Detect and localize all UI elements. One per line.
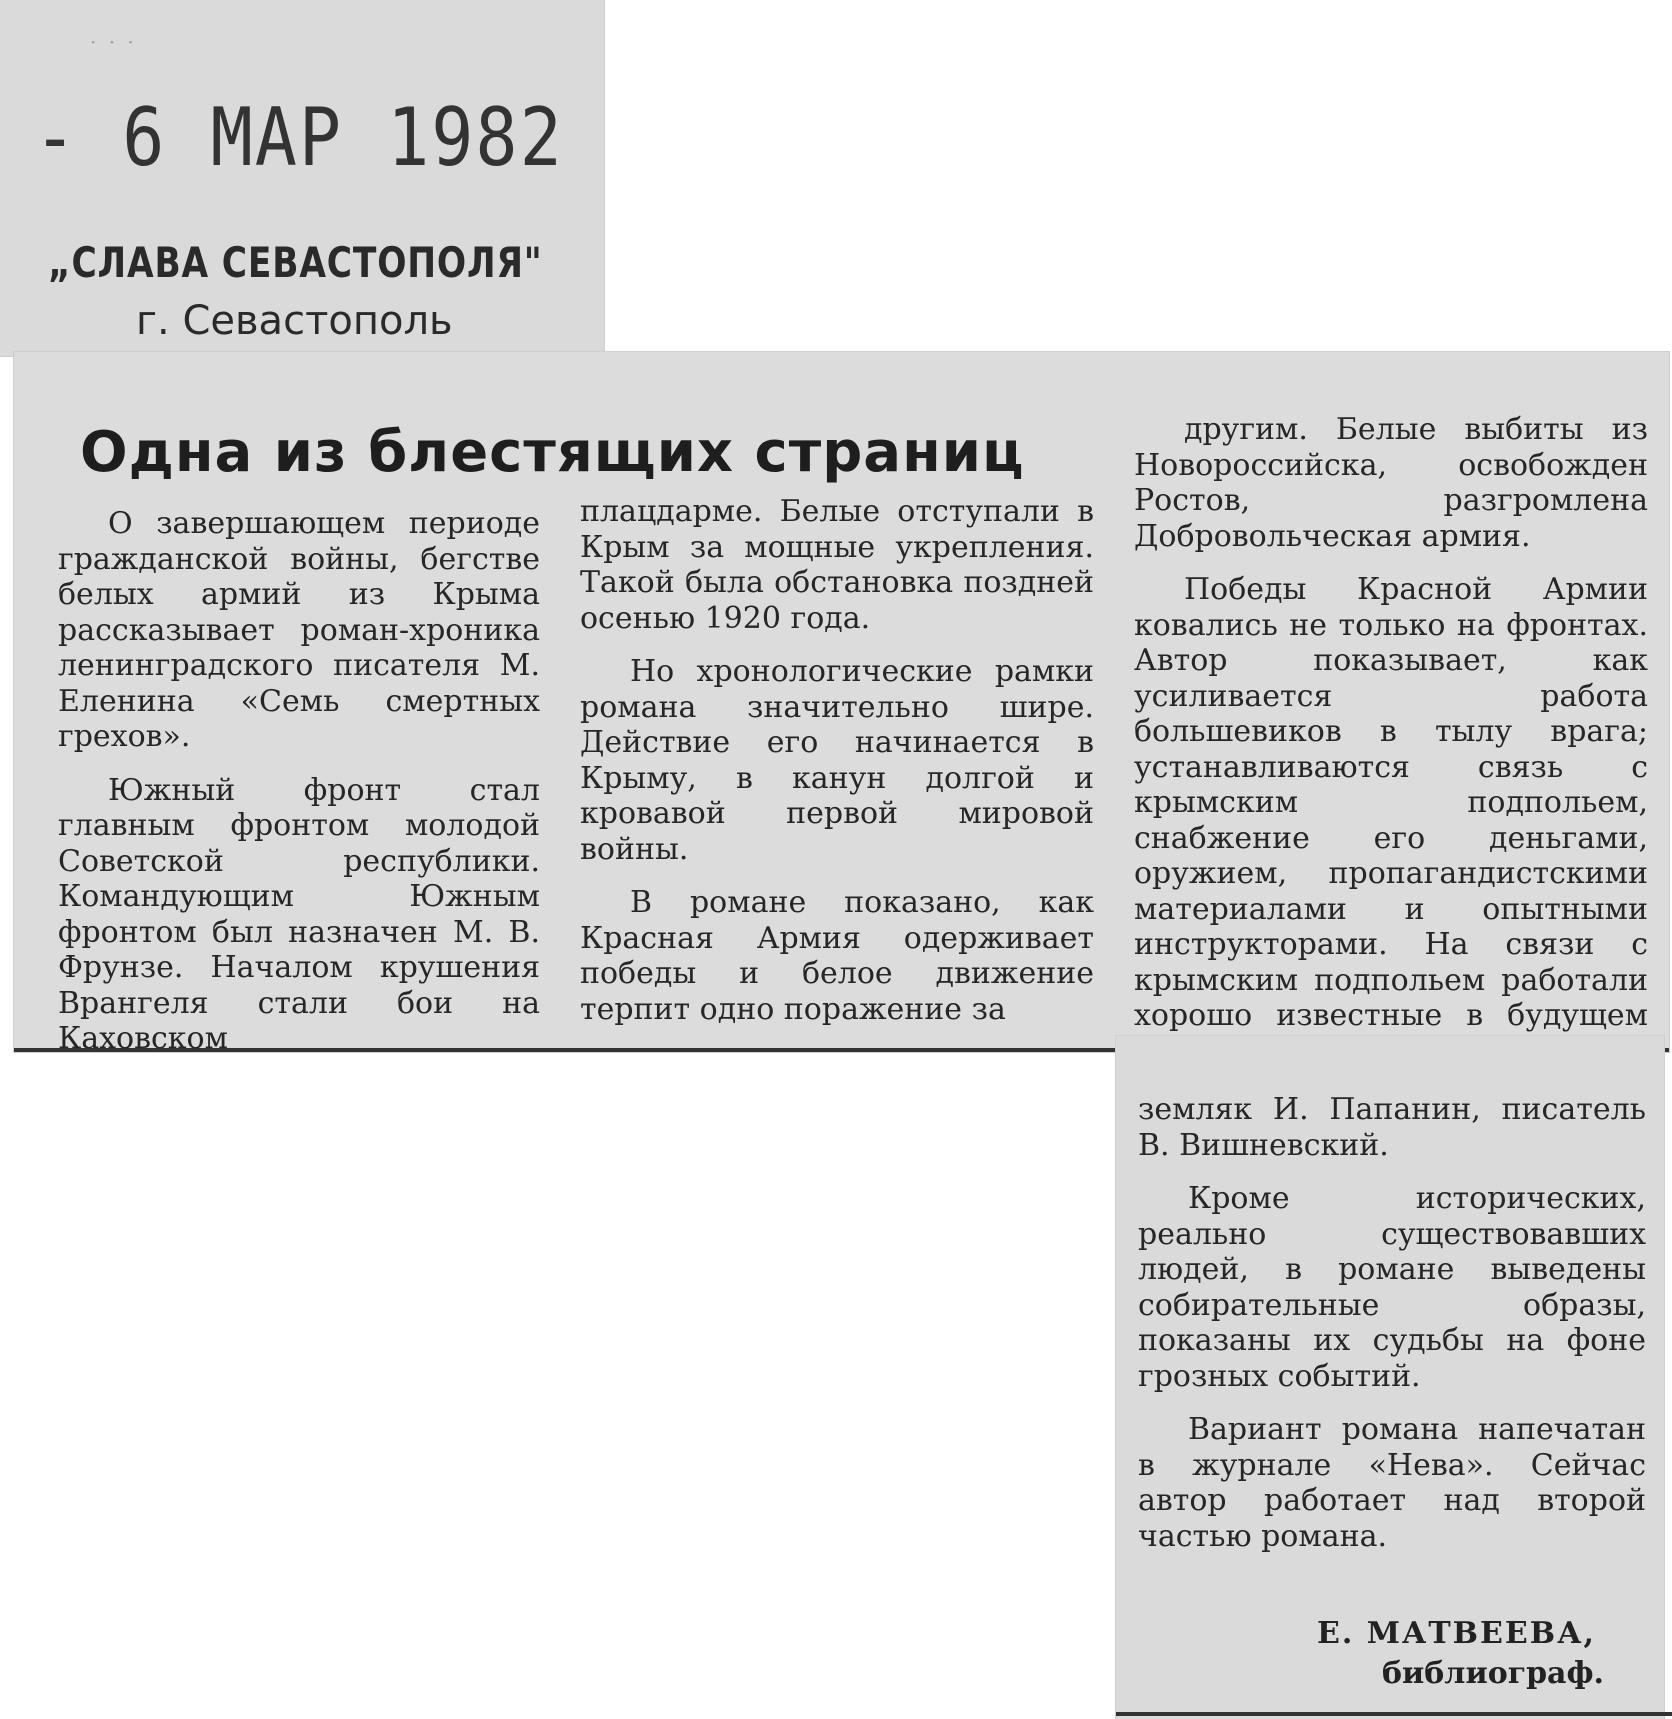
stamp-clipping [0, 0, 604, 356]
paragraph: Победы Красной Армии ковались не только на фронтах. Автор показывает, как усиливается работа большевиков в тылу врага; устанавливаются связь с крымским подпольем, снабжение его деньгами, оружием, пропагандистскими материалами и опытными инструкторами. На связи с крымским подпольем работали хорошо известные в будущем [1134, 572, 1648, 1033]
article-column-2 [580, 494, 1094, 1027]
article-column-4 [1138, 1092, 1646, 1554]
author-role: библиограф. [1382, 1656, 1604, 1691]
stamp-newspaper-name: „СЛАВА СЕВАСТОПОЛЯ" [48, 238, 543, 287]
article-headline: Одна из блестящих страниц [80, 420, 1025, 485]
continuation-bottom-rule [1116, 1712, 1672, 1716]
paragraph: Вариант романа напечатан в журнале «Нева». Сейчас автор работает над второй частью романа. [1138, 1412, 1646, 1554]
paragraph: О завершающем периоде гражданской войны, бегстве белых армий из Крыма рассказывает роман-хроника ленинградского писателя М. Еленина «Семь смертных грехов». [58, 506, 540, 754]
stamp-date: - 6 МАР 1982 [34, 90, 564, 185]
paragraph: Но хронологические рамки романа значительно шире. Действие его начинается в Крыму, в канун долгой и кровавой первой мировой войны. [580, 654, 1094, 867]
author-name: Е. МАТВЕЕВА, [1316, 1616, 1596, 1651]
bleed-through-text: · · · [90, 30, 137, 54]
paragraph: Южный фронт стал главным фронтом молодой Советской республики. Командующим Южным фронтом был назначен М. В. Фрунзе. Началом крушения Врангеля стали бои на Каховском [58, 772, 540, 1056]
paragraph: В романе показано, как Красная Армия одерживает победы и белое движение терпит одно поражение за [580, 885, 1094, 1027]
article-column-1 [58, 506, 540, 1057]
paragraph: земляк И. Папанин, писатель В. Вишневский. [1138, 1092, 1646, 1163]
article-column-3 [1134, 412, 1648, 1069]
stamp-city: г. Севастополь [136, 298, 453, 344]
paragraph: плацдарме. Белые отступали в Крым за мощные укрепления. Такой была обстановка поздней осенью 1920 года. [580, 494, 1094, 636]
paragraph: Кроме исторических, реально существовавших людей, в романе выведены собирательные образы, показаны их судьбы на фоне грозных событий. [1138, 1181, 1646, 1394]
paragraph: другим. Белые выбиты из Новороссийска, освобожден Ростов, разгромлена Добровольческая армия. [1134, 412, 1648, 554]
